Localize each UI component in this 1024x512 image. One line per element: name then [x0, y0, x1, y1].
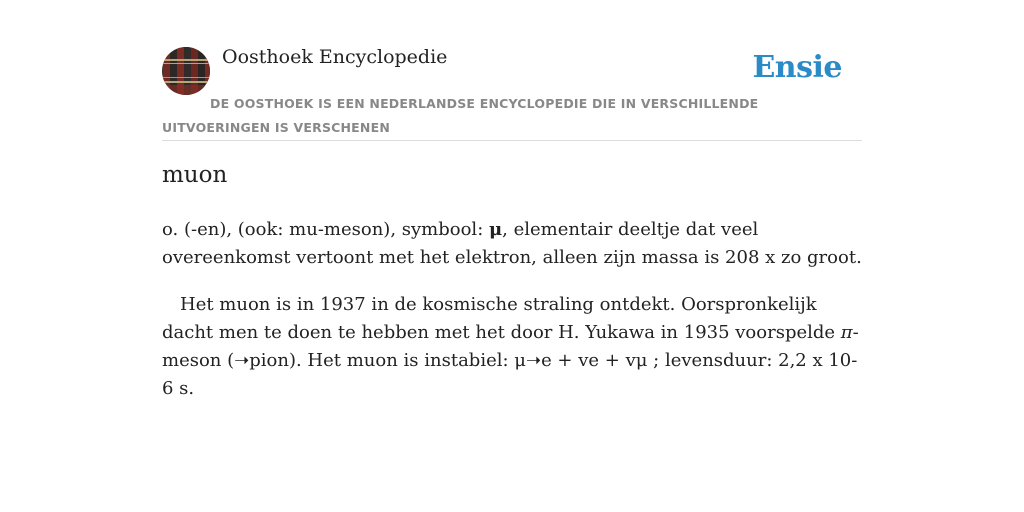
- book-spines-icon: [162, 47, 210, 95]
- pion-link-arrow-icon: ➝: [234, 350, 250, 371]
- term-heading: muon: [162, 162, 228, 188]
- p2-text-1: Het muon is in 1937 in de kosmische straling ontdekt. Oorspronkelijk dacht men te doen te hebben met het door H. Yukawa in 1935 voorspelde: [162, 294, 841, 343]
- mu-symbol: μ: [488, 219, 503, 240]
- p2-text-4: e + ve + vμ ; levensduur: 2,2 x 10-6 s.: [162, 350, 858, 399]
- decay-arrow-icon: ➝: [525, 350, 542, 371]
- definition-paragraph-1: [162, 216, 862, 272]
- pi-symbol: π: [840, 322, 853, 343]
- p1-text-after: , elementair deeltje dat veel overeenkomst vertoont met het elektron, alleen zijn massa is 208 x zo groot.: [162, 219, 862, 268]
- site-title-link[interactable]: Oosthoek Encyclopedie: [222, 46, 448, 68]
- site-tagline: DE OOSTHOEK IS EEN NEDERLANDSE ENCYCLOPEDIE DIE IN VERSCHILLENDE UITVOERINGEN IS VERSCHENEN: [162, 96, 759, 135]
- p1-text-before: o. (-en), (ook: mu-meson), symbool:: [162, 219, 489, 240]
- brand-logo-link[interactable]: Ensie: [752, 50, 842, 85]
- site-avatar-book-spines-icon[interactable]: [162, 47, 210, 95]
- definition-paragraph-2: [162, 291, 862, 403]
- site-header: [162, 0, 862, 141]
- p2-text-2: -meson (: [162, 322, 859, 371]
- p2-text-3: pion). Het muon is instabiel: μ: [249, 350, 526, 371]
- page-container: [162, 0, 862, 399]
